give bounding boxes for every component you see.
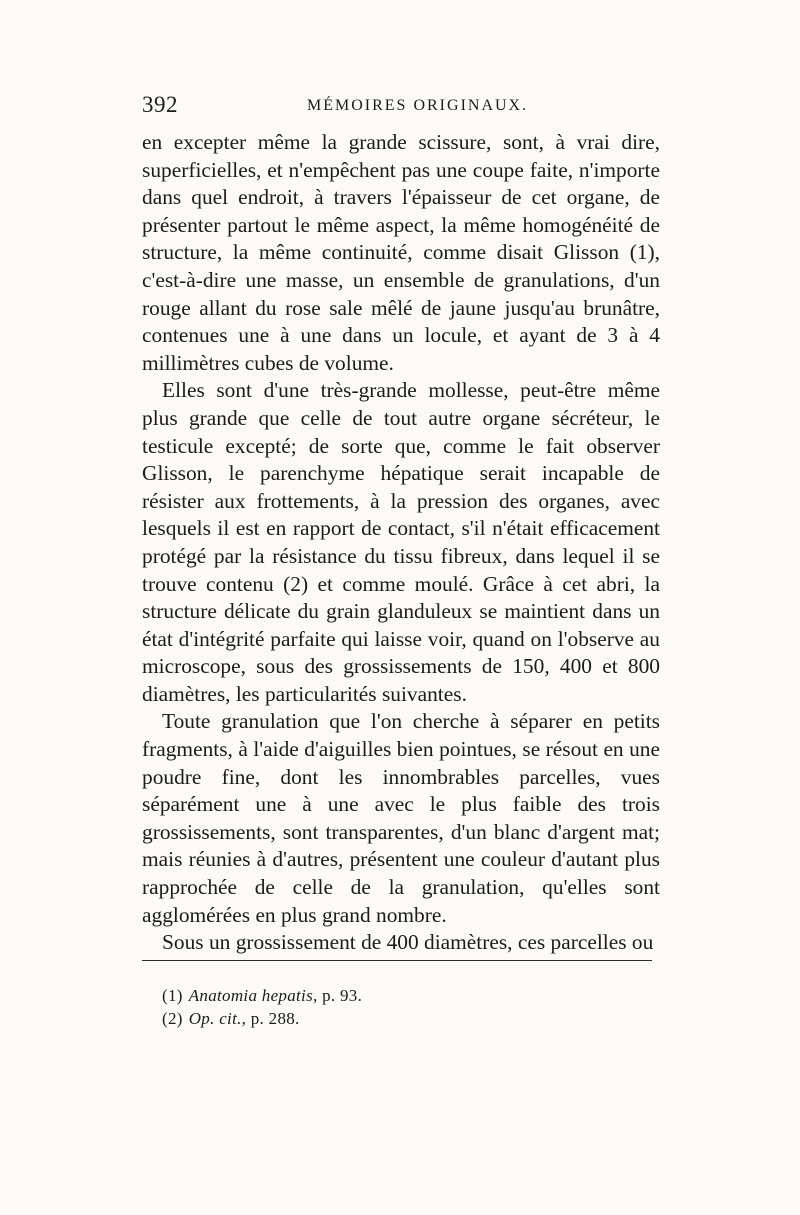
footnote-2 (162, 1007, 642, 1030)
footnote-1 (162, 984, 642, 1007)
footnotes (162, 984, 642, 1030)
page-number: 392 (142, 92, 178, 117)
paragraph-2: Elles sont d'une très-grande mollesse, peut-être même plus grande que celle de tout autre organe sécréteur, le testicule excepté; de sorte que, comme le fait observer Glisson, le parenchyme hépatique serait incapable de résister aux frottements, à la pression des organes, avec lesquels il est en rapport de contact, s'il n'était efficacement protégé par la résistance du tissu fibreux, dans lequel il se trouve contenu (2) et comme moulé. Grâce à cet abri, la structure délicate du grain glanduleux se maintient dans un état d'intégrité parfaite qui laisse voir, quand on l'observe au microscope, sous des grossissements de 150, 400 et 800 diamètres, les particularités suivantes. (142, 378, 660, 706)
body-text (142, 129, 660, 957)
paragraph-1: en excepter même la grande scissure, sont, à vrai dire, superficielles, et n'empêchent pas une coupe faite, n'importe dans quel endroit, à travers l'épaisseur de cet organe, de présenter partout le même aspect, la même homogénéité de structure, la même continuité, comme disait Glisson (1), c'est-à-dire une masse, un ensemble de granulations, d'un rouge allant du rose sale mêlé de jaune jusqu'au brunâtre, contenues une à une dans un locule, et ayant de 3 à 4 millimètres cubes de volume. (142, 130, 660, 375)
footnote-page-ref: , p. 288. (241, 1009, 300, 1028)
footnote-source-title: Op. cit. (188, 1009, 242, 1028)
paragraph-3: Toute granulation que l'on cherche à séparer en petits fragments, à l'aide d'aiguilles bien pointues, se résout en une poudre fine, dont les innombrables parcelles, vues séparément une à une avec le plus faible des trois grossissements, sont transparentes, d'un blanc d'argent mat; mais réunies à d'autres, présentent une couleur d'autant plus rapprochée de celle de la granulation, qu'elles sont agglomérées en plus grand nombre. (142, 709, 660, 927)
footnote-number: (2) (162, 1009, 183, 1028)
footnote-source-title: Anatomia hepatis (188, 986, 313, 1005)
footnote-page-ref: , p. 93. (313, 986, 363, 1005)
page-header (142, 92, 658, 122)
footnote-rule (142, 960, 652, 961)
footnote-number: (1) (162, 986, 183, 1005)
running-head: MÉMOIRES ORIGINAUX. (307, 97, 529, 114)
paragraph-4: Sous un grossissement de 400 diamètres, ces parcelles ou (162, 930, 654, 955)
